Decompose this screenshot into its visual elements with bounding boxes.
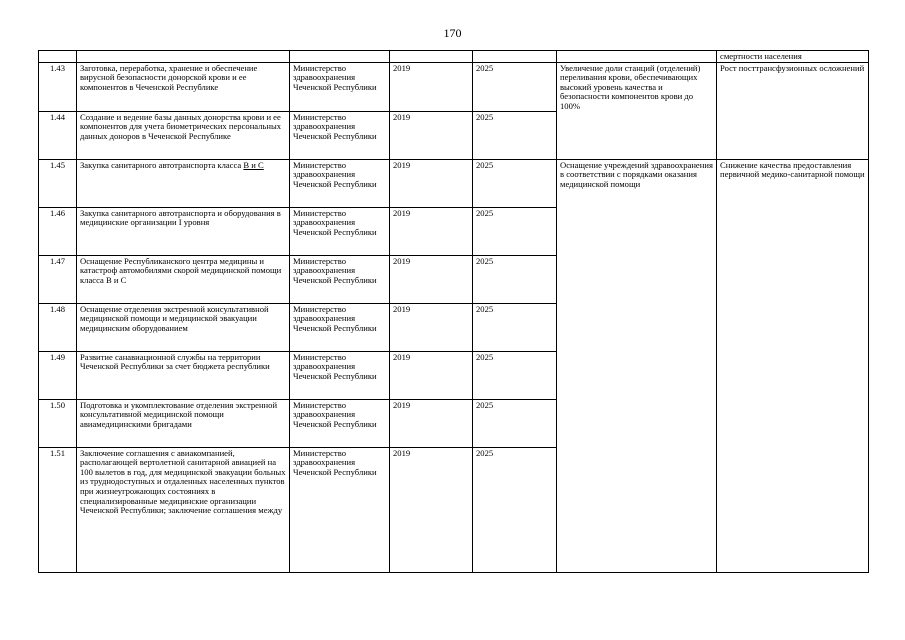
cell-empty	[390, 51, 473, 63]
cell-consequence-blood: Рост посттрансфузионных осложнений	[717, 62, 869, 159]
cell-end-year: 2025	[473, 351, 557, 399]
cell-end-year: 2025	[473, 255, 557, 303]
cell-measure: Заготовка, переработка, хранение и обеспечение вирусной безопасности донорской крови и ее компонентов в Чеченской Республике	[77, 62, 290, 111]
cell-executor: Министерство здравоохранения Чеченской Республики	[290, 62, 390, 111]
cell-number: 1.44	[39, 111, 77, 159]
cell-end-year: 2025	[473, 447, 557, 572]
cell-measure: Создание и ведение базы данных донорства крови и ее компонентов для учета биометрических персональных данных доноров в Чеченской Республике	[77, 111, 290, 159]
cell-empty	[557, 51, 717, 63]
cell-start-year: 2019	[390, 111, 473, 159]
cell-empty	[39, 51, 77, 63]
cell-end-year: 2025	[473, 111, 557, 159]
table-row	[39, 62, 869, 111]
cell-number: 1.48	[39, 303, 77, 351]
measure-underlined-text: В и С	[243, 159, 264, 170]
cell-start-year: 2019	[390, 447, 473, 572]
cell-start-year: 2019	[390, 255, 473, 303]
cell-end-year: 2025	[473, 62, 557, 111]
cell-number: 1.45	[39, 159, 77, 207]
table-row	[39, 159, 869, 207]
cell-number: 1.51	[39, 447, 77, 572]
cell-number: 1.49	[39, 351, 77, 399]
cell-end-year: 2025	[473, 303, 557, 351]
cell-measure: Заключение соглашения с авиакомпанией, располагающей вертолетной санитарной авиацией на 100 вылетов в год, для медицинской эвакуации больных из труднодоступных и отдаленных населенных пунктов при жизнеугрожающих состояниях в специализированные медицинские организации Чеченской Республики; заключение соглашения между	[77, 447, 290, 572]
cell-measure: Закупка санитарного автотранспорта и оборудования в медицинские организации I уровня	[77, 207, 290, 255]
table-row	[39, 51, 869, 63]
cell-measure: Развитие санавиационной службы на территории Чеченской Республики за счет бюджета республики	[77, 351, 290, 399]
cell-start-year: 2019	[390, 159, 473, 207]
cell-end-year: 2025	[473, 159, 557, 207]
cell-executor: Министерство здравоохранения Чеченской Республики	[290, 351, 390, 399]
cell-number: 1.46	[39, 207, 77, 255]
cell-executor: Министерство здравоохранения Чеченской Республики	[290, 159, 390, 207]
cell-consequence: смертности населения	[717, 51, 869, 63]
cell-measure: Оснащение Республиканского центра медицины и катастроф автомобилями скорой медицинской помощи класса В и С	[77, 255, 290, 303]
cell-empty	[290, 51, 390, 63]
cell-empty	[77, 51, 290, 63]
cell-start-year: 2019	[390, 207, 473, 255]
cell-start-year: 2019	[390, 303, 473, 351]
measures-table	[38, 50, 869, 573]
cell-start-year: 2019	[390, 399, 473, 447]
cell-executor: Министерство здравоохранения Чеченской Республики	[290, 255, 390, 303]
cell-number: 1.47	[39, 255, 77, 303]
cell-executor: Министерство здравоохранения Чеченской Республики	[290, 399, 390, 447]
cell-executor: Министерство здравоохранения Чеченской Республики	[290, 303, 390, 351]
cell-number: 1.43	[39, 62, 77, 111]
cell-end-year: 2025	[473, 207, 557, 255]
cell-result-blood: Увеличение доли станций (отделений) переливания крови, обеспечивающих высокий уровень качества и безопасности компонентов крови до 100%	[557, 62, 717, 159]
page-number: 170	[443, 26, 462, 40]
cell-consequence-equipment: Снижение качества предоставления первичной медико-санитарной помощи	[717, 159, 869, 572]
cell-result-equipment: Оснащение учреждений здравоохранения в соответствии с порядками оказания медицинской помощи	[557, 159, 717, 572]
cell-empty	[473, 51, 557, 63]
cell-start-year: 2019	[390, 351, 473, 399]
cell-end-year: 2025	[473, 399, 557, 447]
cell-number: 1.50	[39, 399, 77, 447]
cell-executor: Министерство здравоохранения Чеченской Республики	[290, 207, 390, 255]
measure-text: Закупка санитарного автотранспорта класса	[80, 159, 244, 170]
cell-start-year: 2019	[390, 62, 473, 111]
cell-measure: Подготовка и укомплектование отделения экстренной консультативной медицинской помощи авиамедицинскими бригадами	[77, 399, 290, 447]
cell-executor: Министерство здравоохранения Чеченской Республики	[290, 447, 390, 572]
cell-executor: Министерство здравоохранения Чеченской Республики	[290, 111, 390, 159]
cell-measure: Оснащение отделения экстренной консультативной медицинской помощи и медицинской эвакуации медицинским оборудованием	[77, 303, 290, 351]
cell-measure	[77, 159, 290, 207]
